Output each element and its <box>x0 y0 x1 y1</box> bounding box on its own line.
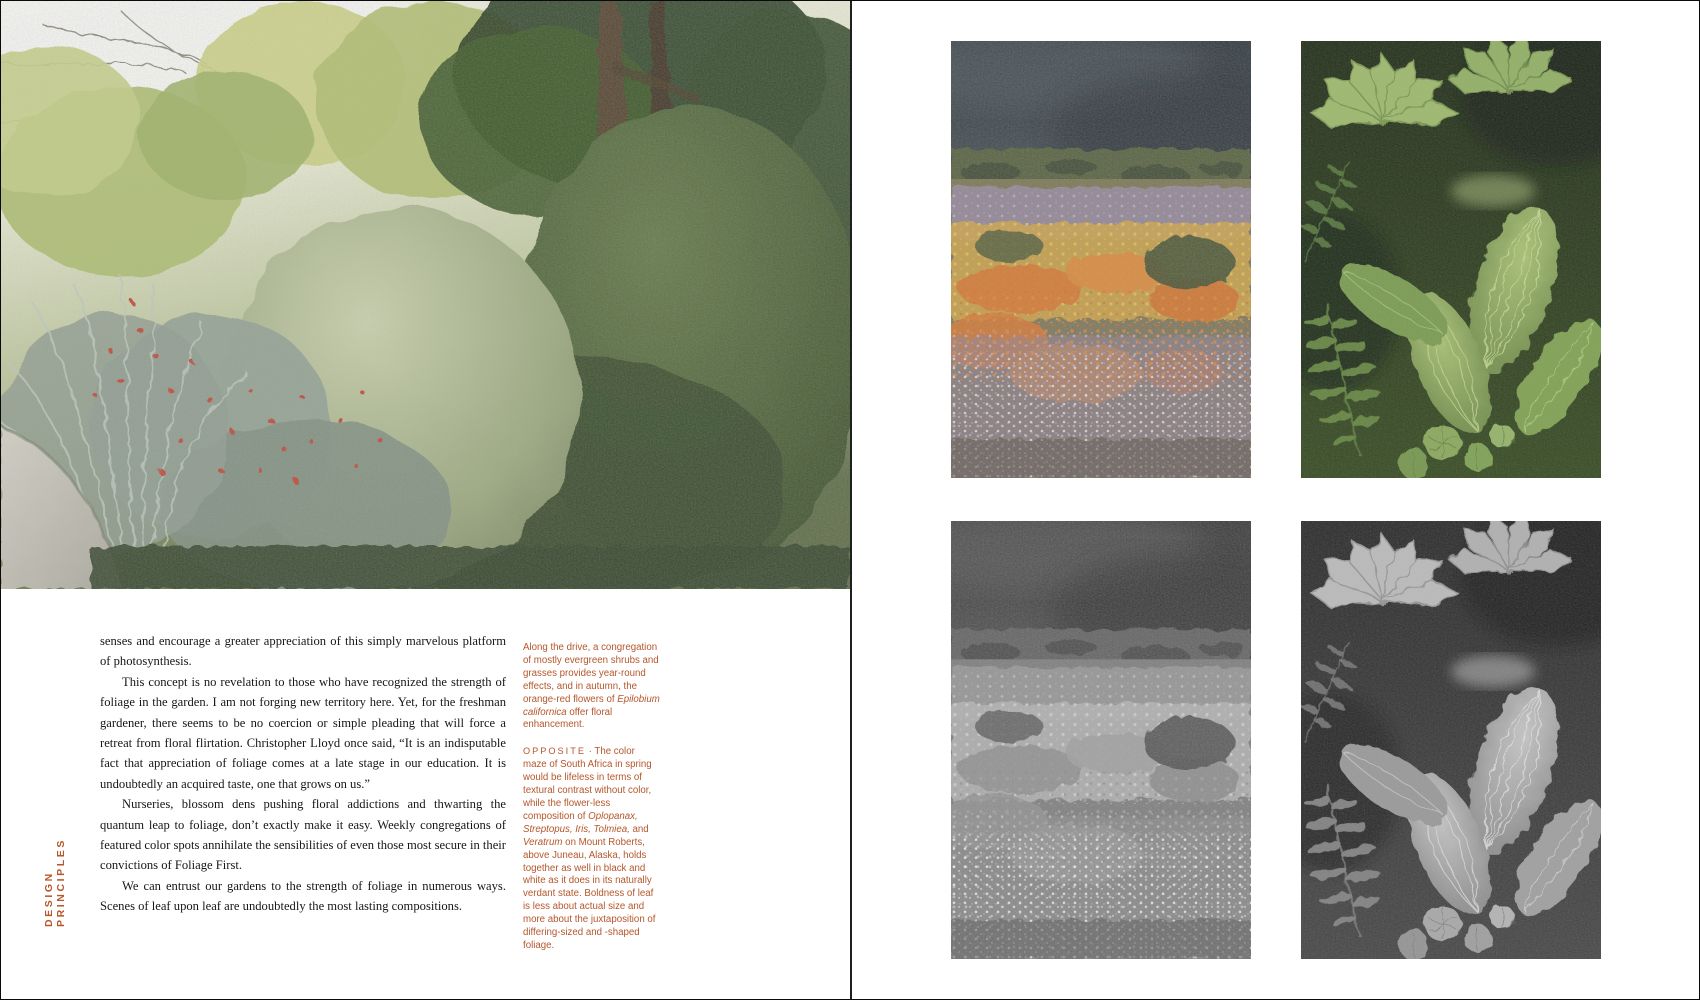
caption-opposite-text: on Mount Roberts, above Juneau, Alaska, holds together as well in black and white as it does in its naturally verdant state. Boldness of leaf is less about actual size and more about the juxtaposition of differing-sized and -shaped foliage. <box>523 836 656 951</box>
caption-separator: · <box>585 746 595 758</box>
species-name: Veratrum <box>523 836 563 848</box>
right-page <box>852 1 1700 999</box>
photo-wildflowers-bw <box>951 521 1251 959</box>
opposite-label: OPPOSITE <box>523 746 586 757</box>
body-paragraph: senses and encourage a greater appreciation of this simply marvelous platform of photosynthesis. <box>100 634 506 669</box>
caption-opposite <box>523 745 661 953</box>
caption-drive-text: offer floral enhancement. <box>523 706 613 731</box>
caption-column <box>523 642 661 966</box>
caption-opposite-text: and <box>629 823 649 835</box>
caption-drive <box>523 642 661 732</box>
photo-foliage-bw <box>1301 521 1601 959</box>
caption-drive-text: Along the drive, a congregation of mostly evergreen shrubs and grasses provides year-round effects, and in autumn, the orange-red flowers of <box>523 642 659 705</box>
photo-foliage-color <box>1301 41 1601 478</box>
species-names: Oplopanax, Streptopus, Iris, Tolmiea, <box>523 810 638 835</box>
caption-opposite-text: The color maze of South Africa in spring would be lifeless in terms of textural contrast without color, while the flower-less composition of <box>523 746 652 822</box>
body-text-column <box>100 631 506 917</box>
photo-wildflowers-color <box>951 41 1251 478</box>
chapter-label-vertical: DESIGN PRINCIPLES <box>43 837 67 927</box>
body-paragraph: This concept is no revelation to those who have recognized the strength of foliage in the garden. I am not forging new territory here. Yet, for the freshman gardener, there seems to be no coercion or simple pleading that will force a retreat from floral flirtation. Christopher Lloyd once said, “It is an indisputable fact that appreciation of foliage comes at a late stage in our education. It is undoubtedly an acquired taste, one that grows on us.” <box>100 674 506 791</box>
garden-border-photo <box>1 1 850 589</box>
body-paragraph: We can entrust our gardens to the strength of foliage in numerous ways. Scenes of leaf upon leaf are undoubtedly the most lasting compositions. <box>100 878 506 914</box>
left-page <box>1 1 851 999</box>
species-name: Epilobium californica <box>523 693 660 718</box>
garden-photo-illustration <box>1 1 850 589</box>
body-paragraph: Nurseries, blossom dens pushing floral addictions and thwarting the quantum leap to foliage, don’t exactly make it easy. Weekly congregations of featured color spots annihilate the sensibilities of even those most secure in their convictions of Foliage First. <box>100 797 506 873</box>
